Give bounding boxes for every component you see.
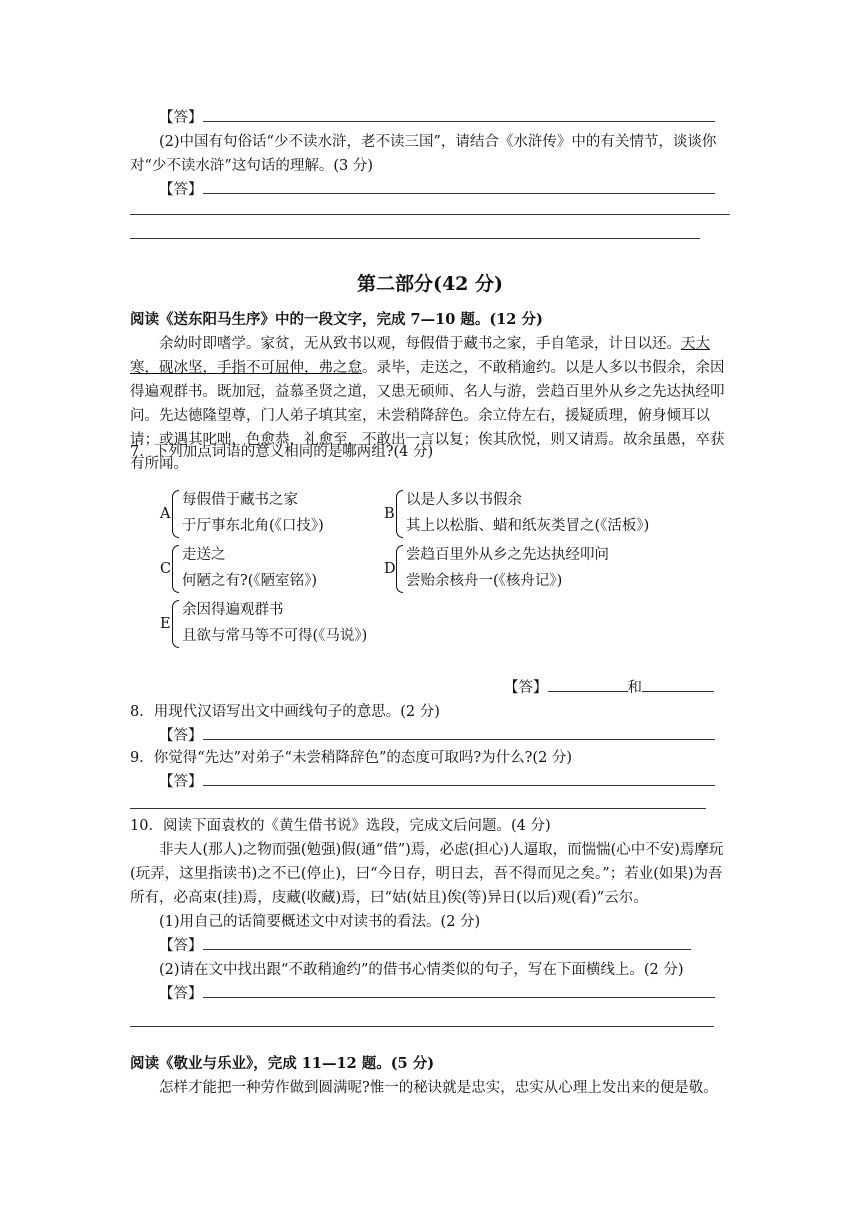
answer-line-extra[interactable]: [130, 1026, 714, 1027]
question-text: 8．用现代汉语写出文中画线句子的意思。(2 分): [130, 704, 440, 720]
answer-line[interactable]: [203, 107, 715, 122]
q9: [130, 746, 730, 794]
answer-label: 【答】: [159, 938, 203, 954]
question-text: 10．阅读下面袁枚的《黄生借书说》选段，完成文后问题。(4 分): [130, 818, 551, 834]
reading2: [130, 1052, 730, 1100]
answer-line-extra[interactable]: [130, 214, 730, 215]
answer-label: 【答】: [159, 182, 203, 198]
answer-label: 【答】: [159, 774, 203, 790]
question-text: 7．下列加点词语的意义相同的是哪两组?(4 分): [130, 444, 434, 460]
section-title: 第二部分(42 分): [356, 273, 504, 295]
passage: 余幼时即嗜学。家贫，无从致书以观，每假借于藏书之家，手自笔录，计日以还。天大寒，砚冰坚，手指不可屈伸，弗之怠。录毕，走送之，不敢稍逾约。以是人多以书假余，余因得遍观群书。既加冠，益慕圣贤之道，又患无硕师、名人与游，尝趋百里外从乡之先达执经叩问。先达德隆望尊，门人弟子填其室，未尝稍降辞色。余立侍左右，援疑质理，俯身倾耳以请；或遇其叱咄，色愈恭，礼愈至，不敢出一言以复；俟其欣悦，则又请焉。故余虽愚，卒获有所闻。: [130, 336, 725, 472]
q8: [130, 700, 730, 748]
option-d: D 尝趋百里外从乡之先达执经叩问 尝贻余核舟一(《核舟记》): [384, 543, 704, 595]
answer-line-extra[interactable]: [130, 238, 700, 239]
answer-line[interactable]: [642, 677, 714, 692]
underlined-sentence: 天大寒，砚冰坚，手指不可屈伸，弗之怠: [130, 336, 710, 376]
reading-heading: 阅读《送东阳马生序》中的一段文字，完成 7—10 题。(12 分): [130, 311, 543, 328]
q6-1-answer: [130, 106, 730, 130]
q7: [130, 440, 730, 464]
answer-line[interactable]: [203, 179, 715, 194]
option-e: E 余因得遍观群书 且欲与常马等不可得(《马说》): [160, 598, 460, 650]
option-c: C 走送之 何陋之有?(《陋室铭》): [160, 543, 400, 595]
question-text: (1)用自己的话简要概述文中对读书的看法。(2 分): [159, 914, 481, 930]
q7-answer: 【答】 和: [504, 676, 714, 700]
q6-2: [130, 130, 730, 178]
reading-heading: 阅读《敬业与乐业》，完成 11—12 题。(5 分): [130, 1055, 435, 1072]
option-b: B 以是人多以书假余 其上以松脂、蜡和纸灰类冒之(《活板》): [384, 488, 704, 540]
answer-label: 【答】: [159, 728, 203, 744]
answer-line[interactable]: [548, 677, 628, 692]
q10: [130, 814, 730, 1006]
answer-label: 【答】: [159, 986, 203, 1002]
question-text: (2)中国有句俗话“少不读水浒，老不读三国”，请结合《水浒传》中的有关情节，谈谈你对“少不读水浒”这句话的理解。(3 分): [130, 134, 717, 174]
question-text: 9．你觉得“先达”对弟子“未尝稍降辞色”的态度可取吗?为什么?(2 分): [130, 750, 573, 766]
q6-2-answer: [130, 178, 730, 202]
answer-line-extra[interactable]: [130, 808, 706, 809]
passage: 非夫人(那人)之物而强(勉强)假(通“借”)焉，必虑(担心)人逼取，而惴惴(心中不安)焉摩玩(玩弄，这里指读书)之不已(停止)，曰“今日存，明日去，吾不得而见之矣。”；若业(如果)为吾所有，必高束(挂)焉，庋藏(收藏)焉，曰“姑(姑且)俟(等)异日(以后)观(看)”云尔。: [130, 842, 724, 906]
answer-line[interactable]: [203, 983, 715, 998]
option-a: A 每假借于藏书之家 于厅事东北角(《口技》): [160, 488, 400, 540]
answer-line[interactable]: [203, 935, 691, 950]
answer-label: 【答】: [504, 680, 548, 696]
answer-line[interactable]: [203, 771, 715, 786]
answer-line[interactable]: [203, 725, 715, 740]
answer-label: 【答】: [159, 110, 203, 126]
question-text: (2)请在文中找出跟“不敢稍逾约”的借书心情类似的句子，写在下面横线上。(2 分): [159, 962, 684, 978]
passage: 怎样才能把一种劳作做到圆满呢?惟一的秘诀就是忠实，忠实从心理上发出来的便是敬。: [159, 1080, 718, 1096]
